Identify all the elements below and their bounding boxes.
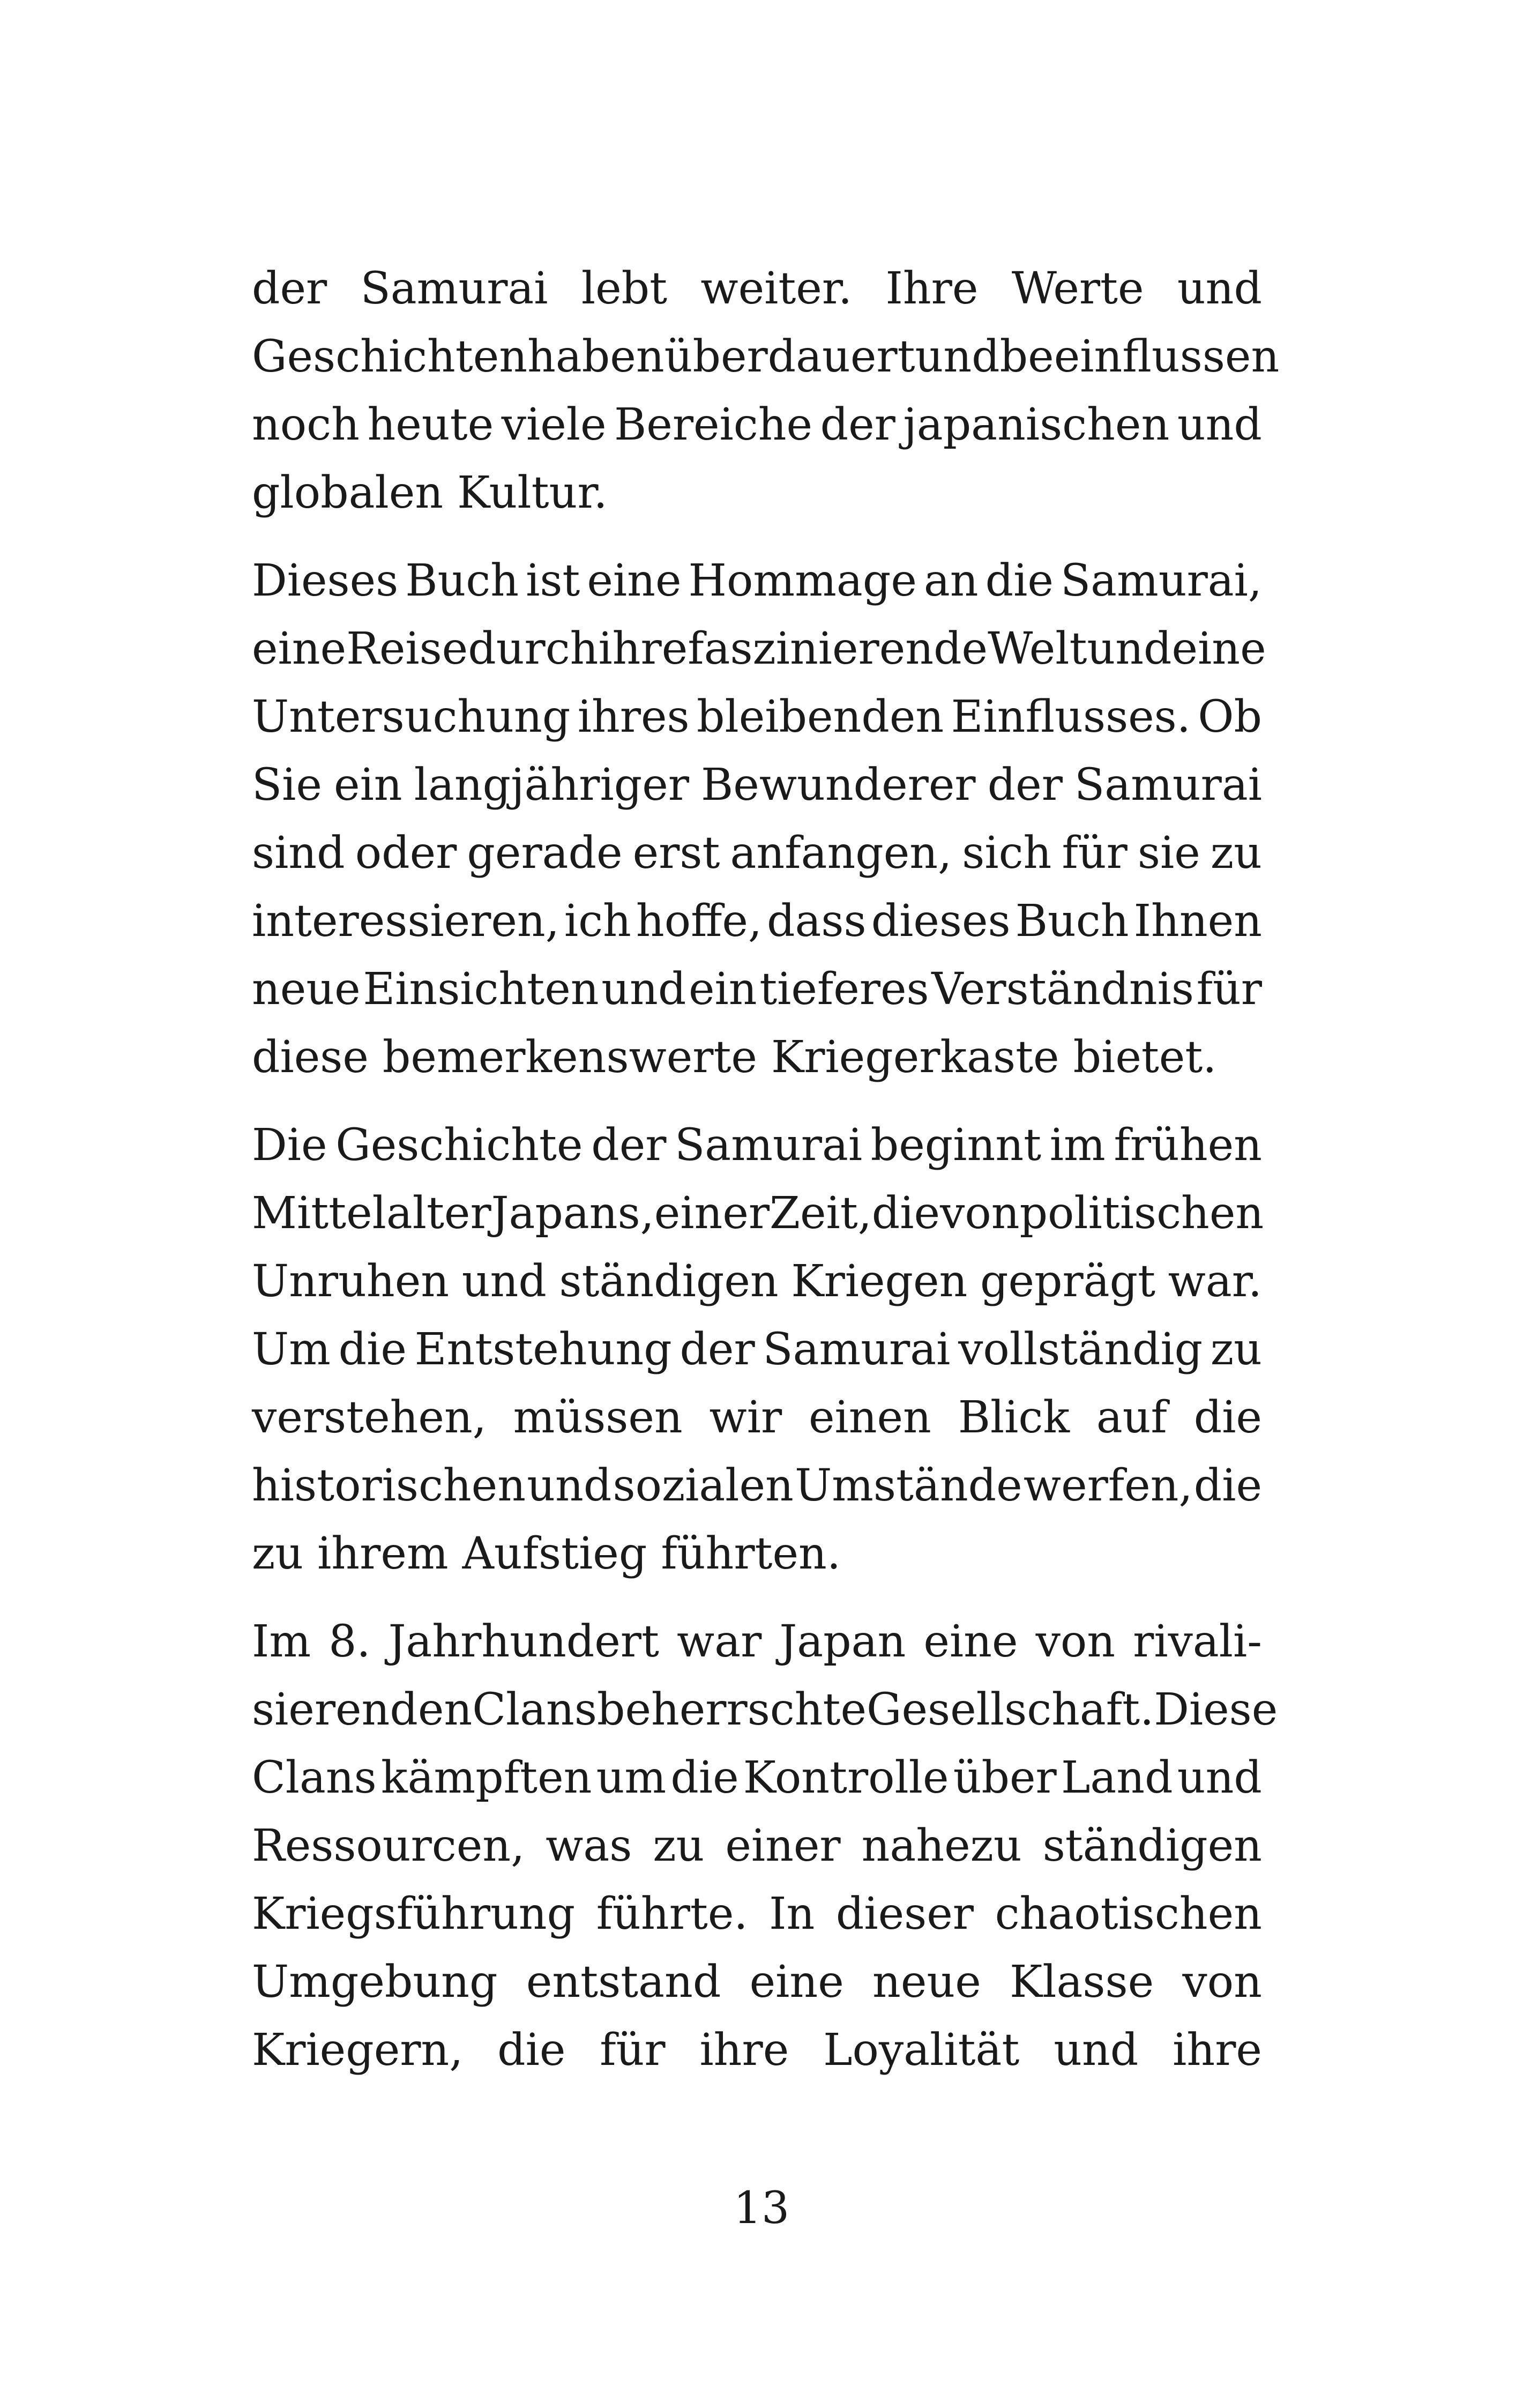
word: tieferes (759, 964, 929, 1015)
word: politischen (1019, 1188, 1264, 1239)
word: chaotischen (995, 1889, 1262, 1939)
word: Einsichten (363, 964, 599, 1015)
word: Unruhen (252, 1256, 450, 1307)
word: Clans (472, 1684, 597, 1735)
word: sierenden (252, 1684, 473, 1735)
text-line (252, 615, 1266, 683)
word: Japans, (491, 1188, 654, 1239)
word: In (769, 1889, 815, 1939)
word: ständigen (1042, 1820, 1262, 1871)
word: und (1177, 1752, 1262, 1803)
word: über (953, 1752, 1057, 1803)
word: Geschichte (335, 1120, 583, 1171)
word: Diese (1154, 1684, 1278, 1735)
word: entstand (526, 1957, 721, 2008)
word: dieser (835, 1889, 974, 1939)
word: sich (962, 828, 1052, 879)
word: Klasse (1010, 1957, 1154, 2008)
word: werfen, (1023, 1460, 1193, 1511)
word: Welt (988, 623, 1087, 674)
text-line (252, 547, 1262, 615)
word: eine (587, 555, 682, 606)
word: Samurai (1074, 760, 1262, 811)
word: zu (1210, 828, 1262, 879)
word: Umstände (795, 1460, 1022, 1511)
word: Gesellschaft. (867, 1684, 1154, 1735)
page-number: 13 (733, 2183, 790, 2234)
text-line (252, 887, 1262, 955)
text-line (252, 819, 1262, 887)
word: überdauert (664, 331, 915, 382)
paragraph-3 (252, 1111, 1262, 1588)
text-line (252, 1880, 1262, 1948)
paragraph-1 (252, 255, 1280, 527)
word: weiter. (700, 263, 853, 314)
word: beeinflussen (999, 331, 1280, 382)
word: neue (252, 964, 361, 1015)
word: die (1193, 1460, 1262, 1511)
word: einer (654, 1188, 770, 1239)
word: Samurai (360, 263, 548, 314)
word: was (546, 1820, 632, 1871)
word: nahezu (861, 1820, 1022, 1871)
text-line (252, 255, 1262, 323)
text-line (252, 1452, 1262, 1520)
word: haben (527, 331, 665, 382)
word: langjähriger (414, 760, 689, 811)
text-line (252, 1316, 1262, 1384)
word: Die (252, 1120, 327, 1171)
word: historischen (252, 1460, 526, 1511)
word: Im (252, 1616, 311, 1667)
word: Buch (1015, 896, 1129, 947)
word: zu (653, 1820, 705, 1871)
word: ich (564, 896, 631, 947)
word: Sie (252, 760, 322, 811)
word: die (497, 2025, 566, 2076)
word: viele (501, 399, 607, 450)
word: ein (688, 964, 757, 1015)
word: Kontrolle (743, 1752, 949, 1803)
word: interessieren, (252, 896, 559, 947)
word: hoffe, (636, 896, 762, 947)
word: einer (725, 1820, 841, 1871)
word: verstehen, (252, 1392, 487, 1443)
word: Einflusses. (951, 692, 1191, 742)
word: ihres (577, 692, 690, 742)
word: vollständig (958, 1324, 1203, 1375)
word: erst (632, 828, 720, 879)
word: einen (808, 1392, 931, 1443)
text-line: zu ihrem Aufstieg führten. (252, 1528, 841, 1579)
word: ihre (598, 623, 688, 674)
word: der (591, 1120, 667, 1171)
text-line (252, 391, 1262, 459)
word: faszinierende (688, 623, 988, 674)
word: Bewunderer (701, 760, 976, 811)
word: und (1054, 2025, 1139, 2076)
word: Samurai (675, 1120, 863, 1171)
word: auf (1096, 1392, 1167, 1443)
word: geprägt (980, 1256, 1156, 1307)
word: japanischen (903, 399, 1170, 450)
word: beherrschte (596, 1684, 867, 1735)
word: Um (252, 1324, 331, 1375)
text-line (252, 2016, 1262, 2084)
paragraph-2 (252, 547, 1266, 1091)
word: Samurai (763, 1324, 951, 1375)
word: der (987, 760, 1063, 811)
word: ihre (699, 2025, 789, 2076)
word: anfangen, (730, 828, 952, 879)
word: noch (252, 399, 360, 450)
word: Geschichten (252, 331, 528, 382)
word: rivali- (1133, 1616, 1262, 1667)
text-line (252, 1744, 1262, 1812)
word: sie (1137, 828, 1200, 879)
text-line (252, 1812, 1262, 1880)
word: und (1177, 399, 1262, 450)
word: Kriegern, (252, 2025, 464, 2076)
word: von (940, 1188, 1020, 1239)
word: Hommage (688, 555, 917, 606)
word: im (1049, 1120, 1106, 1171)
word: die (670, 1752, 739, 1803)
word: dieses (871, 896, 1011, 947)
word: 8. (329, 1616, 371, 1667)
word: frühen (1114, 1120, 1262, 1171)
text-line: diese bemerkenswerte Kriegerkaste bietet. (252, 1032, 1217, 1083)
word: Umgebung (252, 1957, 498, 2008)
word: kämpften (380, 1752, 592, 1803)
word: lebt (581, 263, 668, 314)
text-line (252, 683, 1262, 751)
paragraph-4 (252, 1608, 1278, 2084)
word: Clans (252, 1752, 377, 1803)
word: von (1182, 1957, 1262, 2008)
word: und (1087, 623, 1172, 674)
text-line (252, 1247, 1262, 1316)
word: die (1193, 1392, 1262, 1443)
word: gerade (467, 828, 623, 879)
word: oder (355, 828, 457, 879)
text-line: globalen Kultur. (252, 467, 608, 518)
word: wir (709, 1392, 782, 1443)
text-line (252, 1111, 1262, 1179)
word: war (677, 1616, 762, 1667)
word: Verständnis (931, 964, 1194, 1015)
word: müssen (513, 1392, 683, 1443)
word: von (1035, 1616, 1116, 1667)
word: Kriegen (791, 1256, 968, 1307)
word: die (985, 555, 1054, 606)
word: der (680, 1324, 755, 1375)
word: und (915, 331, 1000, 382)
word: eine (749, 1957, 844, 2008)
word: der (820, 399, 895, 450)
word: bleibenden (697, 692, 944, 742)
word: Untersuchung (252, 692, 571, 742)
word: ihre (1173, 2025, 1262, 2076)
word: dass (767, 896, 867, 947)
word: Kriegsführung (252, 1889, 576, 1939)
word: Werte (1011, 263, 1144, 314)
body-text (252, 255, 1280, 2104)
word: für (600, 2025, 666, 2076)
text-line (252, 1179, 1262, 1247)
word: eine (1171, 623, 1266, 674)
word: für (1196, 964, 1262, 1015)
word: Ihre (885, 263, 979, 314)
word: Buch (405, 555, 519, 606)
word: beginnt (870, 1120, 1042, 1171)
word: um (596, 1752, 667, 1803)
word: Ihnen (1133, 896, 1262, 947)
word: neue (872, 1957, 981, 2008)
word: Japan (779, 1616, 906, 1667)
word: Jahrhundert (388, 1616, 659, 1667)
word: zu (1210, 1324, 1262, 1375)
word: durch (468, 623, 599, 674)
word: führte. (596, 1889, 748, 1939)
word: Samurai, (1060, 555, 1262, 606)
word: Dieses (252, 555, 399, 606)
word: und (461, 1256, 547, 1307)
text-line (252, 1948, 1262, 2016)
word: für (1062, 828, 1128, 879)
word: Land (1061, 1752, 1173, 1803)
text-line (252, 1676, 1278, 1744)
word: Ob (1198, 692, 1262, 742)
word: war. (1168, 1256, 1262, 1307)
word: Ressourcen, (252, 1820, 525, 1871)
text-line (252, 1608, 1262, 1676)
word: die (338, 1324, 407, 1375)
word: und (527, 1460, 612, 1511)
word: eine (252, 623, 347, 674)
word: Zeit, (770, 1188, 872, 1239)
word: der (252, 263, 327, 314)
word: und (1177, 263, 1262, 314)
word: Loyalität (823, 2025, 1020, 2076)
word: Blick (958, 1392, 1070, 1443)
text-line (252, 751, 1262, 819)
word: ist (526, 555, 580, 606)
text-line (252, 323, 1280, 391)
word: Entstehung (414, 1324, 672, 1375)
text-line (252, 955, 1262, 1023)
word: Bereiche (614, 399, 813, 450)
word: heute (367, 399, 494, 450)
word: sozialen (613, 1460, 794, 1511)
word: die (871, 1188, 940, 1239)
word: ständigen (559, 1256, 779, 1307)
word: ein (334, 760, 402, 811)
word: eine (923, 1616, 1018, 1667)
word: Mittelalter (252, 1188, 491, 1239)
word: Reise (346, 623, 468, 674)
word: an (923, 555, 979, 606)
word: und (601, 964, 686, 1015)
text-line (252, 1384, 1262, 1452)
word: sind (252, 828, 345, 879)
